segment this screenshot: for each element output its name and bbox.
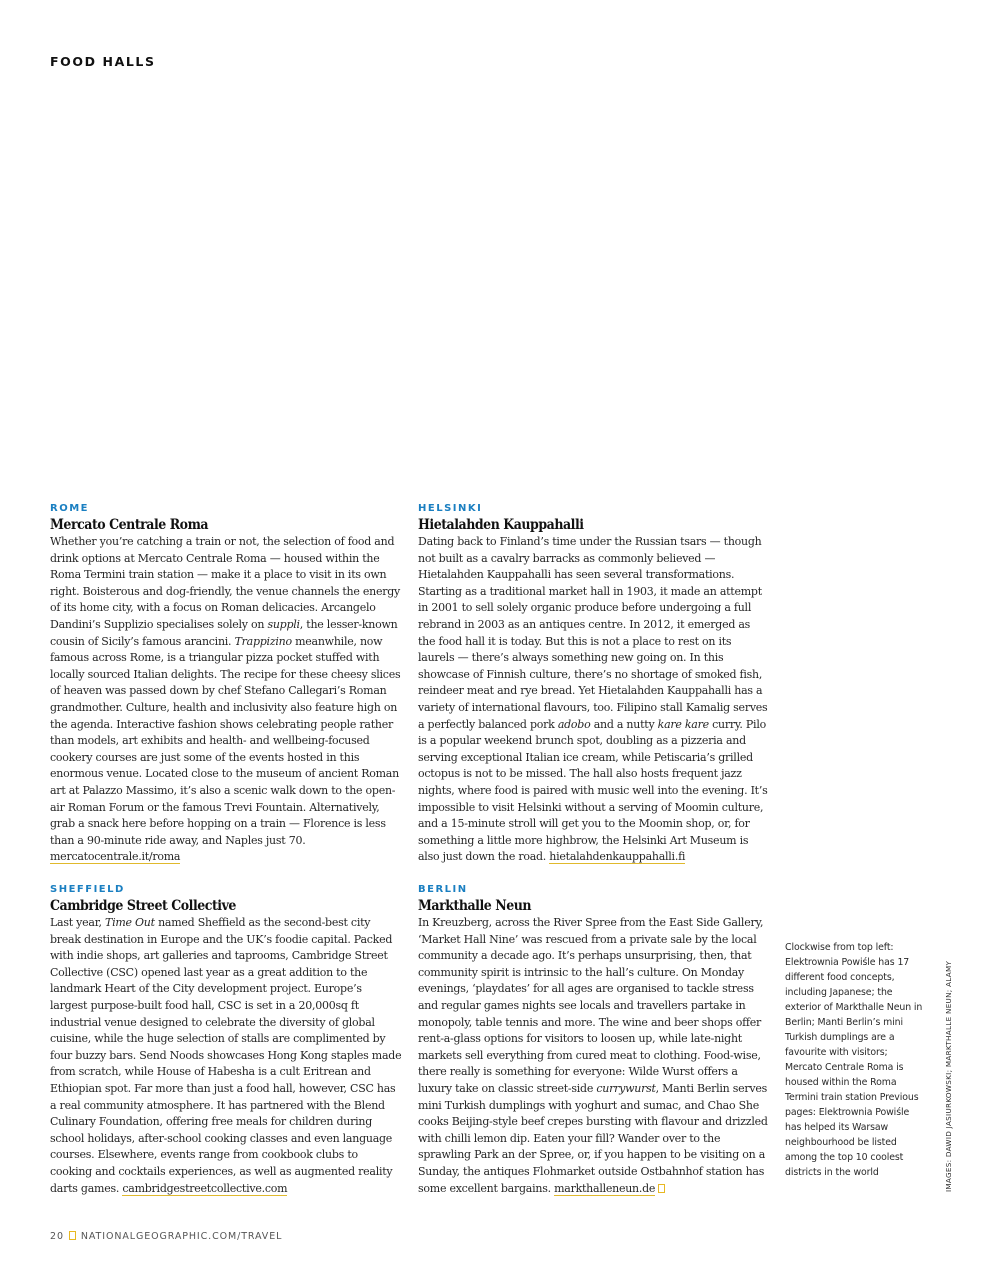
- body-text: meanwhile, now famous across Rome, is a triangular pizza pocket stuffed with locally sourced Italian delights. The recipe for these cheesy slices of heaven was passed down by chef Stefano Callegari’s Roman grandmother. Culture, health and inclusivity also feature high on the agenda. Interactive fashion shows celebrating people rather than models, art exhibits and health- and wellbeing-focused cookery courses are just some of the events hosted in this enormous venue. Located close to the museum of ancient Roman art at Palazzo Massimo, it’s also a scenic walk down to the open-air Roman Forum or the famous Trevi Fountain. Alternatively, grab a snack here before hopping on a train — Florence is less than a 90-minute ride away, and Naples just 70.: [50, 634, 401, 847]
- headline-berlin: Markthalle Neun: [418, 898, 532, 914]
- body-rome: [50, 534, 402, 866]
- body-text: curry. Pilo is a popular weekend brunch spot, doubling as a pizzeria and serving exceptional Italian ice cream, while Petiscaria’s grilled octopus is not to be missed. The hall also hosts frequent jazz nights, where food is paired with music well into the evening. It’s impossible to visit Helsinki without a serving of Moomin culture, and a 15-minute stroll will get you to the Moomin shop, or, for something a little more highbrow, the Helsinki Art Museum is also just down the road.: [418, 717, 768, 864]
- image-credit: IMAGES: DAWID JASIURKOWSKI; MARKTHALLE NEUN; ALAMY: [944, 960, 953, 1192]
- body-text: Last year,: [50, 916, 105, 929]
- end-mark-icon: [658, 1184, 665, 1193]
- kicker-berlin: BERLIN: [418, 884, 468, 895]
- section-label: FOOD HALLS: [50, 54, 156, 69]
- body-italic: adobo: [557, 717, 591, 731]
- body-helsinki: [418, 534, 770, 866]
- body-text: named Sheffield as the second-best city break destination in Europe and the UK’s foodie capital. Packed with indie shops, art galleries and taprooms, Cambridge Street Collective (CSC) opened last year as a great addition to the landmark Heart of the City development project. Europe’s largest purpose-built food hall, CSC is set in a 20,000sq ft industrial venue designed to celebrate the diversity of global cuisine, while the huge selection of stalls are complimented by four buzzy bars. Send Noods showcases Hong Kong staples made from scratch, while House of Habesha is a cult Eritrean and Ethiopian spot. Far more than just a food hall, however, CSC has a real community atmosphere. It has partnered with the Blend Culinary Foundation, offering free meals for children during school holidays, after-school cooking classes and even language courses. Elsewhere, events range from cookbook clubs to cooking and cocktails experiences, as well as augmented reality darts games.: [50, 916, 402, 1195]
- article-sheffield: [50, 883, 402, 1197]
- body-italic: Trappizino: [234, 634, 292, 648]
- body-italic: kare kare: [657, 717, 709, 731]
- separator-icon: [69, 1231, 76, 1240]
- body-text: , Manti Berlin serves mini Turkish dumplings with yoghurt and sumac, and Chao She cooks Beijing-style beef crepes bursting with flavour and drizzled with chilli lemon dip. Eaten your fill? Wander over to the sprawling Park an der Spree, or, if you happen to be visiting on a Sunday, the antiques Flohmarket outside Ostbahnhof station has some excellent bargains.: [418, 1081, 768, 1195]
- link-berlin[interactable]: markthalleneun.de: [554, 1181, 656, 1195]
- body-italic: suppli: [267, 617, 300, 631]
- body-text: In Kreuzberg, across the River Spree from the East Side Gallery, ‘Market Hall Nine’ was rescued from a private sale by the local community a decade ago. It’s perhaps unsurprising, then, that community spirit is intrinsic to the hall’s culture. On Monday evenings, ‘playdates’ for all ages are organised to tackle stress and regular games nights see locals and travellers partake in monopoly, table tennis and more. The wine and beer shops offer rent-a-glass options for visitors to loosen up, while late-night markets sell everything from cured meat to clothing. Food-wise, there really is something for everyone: Wilde Wurst offers a luxury take on classic street-side: [418, 916, 764, 1095]
- link-helsinki[interactable]: hietalahdenkauppahalli.fi: [549, 850, 686, 864]
- headline-helsinki: Hietalahden Kauppahalli: [418, 517, 584, 533]
- body-text: and a nutty: [590, 717, 658, 731]
- body-italic: currywurst: [596, 1081, 656, 1095]
- headline-sheffield: Cambridge Street Collective: [50, 898, 236, 914]
- body-text: Dating back to Finland’s time under the Russian tsars — though not built as a cavalry barracks as commonly believed — Hietalahden Kauppahalli has seen several transformations. Starting as a traditional market hall in 1903, it made an attempt in 2001 to sell solely organic produce before undergoing a full rebrand in 2003 as an antiques centre. In 2012, it emerged as the food hall it is today. But this is not a place to rest on its laurels — there’s always something new going on. In this showcase of Finnish culture, there’s no shortage of smoked fish, reindeer meat and rye bread. Yet Hietalahden Kauppahalli has a variety of international flavours, too. Filipino stall Kamalig serves a perfectly balanced pork: [418, 535, 768, 731]
- body-berlin: [418, 915, 770, 1197]
- image-caption: Clockwise from top left: Elektrownia Powiśle has 17 different food concepts, including Japanese; the exterior of Markthalle Neun in Berlin; Manti Berlin’s mini Turkish dumplings are a favourite with visitors; Mercato Centrale Roma is housed within the Roma Termini train station Previous pages: Elektrownia Powiśle has helped its Warsaw neighbourhood be listed among the top 10 coolest districts in the world: [785, 942, 923, 1178]
- article-helsinki: [418, 502, 770, 866]
- link-rome[interactable]: mercatocentrale.it/roma: [50, 850, 181, 864]
- body-text: Whether you’re catching a train or not, the selection of food and drink options at Mercato Centrale Roma — housed within the Roma Termini train station — make it a place to visit in its own right. Boisterous and dog-friendly, the venue channels the energy of its home city, with a focus on Roman delicacies. Arcangelo Dandini’s Supplizio specialises solely on: [50, 535, 401, 631]
- kicker-rome: ROME: [50, 503, 89, 514]
- body-sheffield: [50, 915, 402, 1197]
- kicker-helsinki: HELSINKI: [418, 503, 483, 514]
- page-footer: [50, 1231, 282, 1242]
- page-number: 20: [50, 1231, 64, 1242]
- body-text: , the lesser-known cousin of Sicily’s famous arancini.: [50, 617, 398, 648]
- article-berlin: [418, 883, 770, 1197]
- body-italic: Time Out: [105, 916, 155, 929]
- footer-site: NATIONALGEOGRAPHIC.COM/TRAVEL: [80, 1231, 283, 1242]
- headline-rome: Mercato Centrale Roma: [50, 517, 209, 533]
- kicker-sheffield: SHEFFIELD: [50, 884, 125, 895]
- article-rome: [50, 502, 402, 866]
- link-sheffield[interactable]: cambridgestreetcollective.com: [122, 1181, 288, 1195]
